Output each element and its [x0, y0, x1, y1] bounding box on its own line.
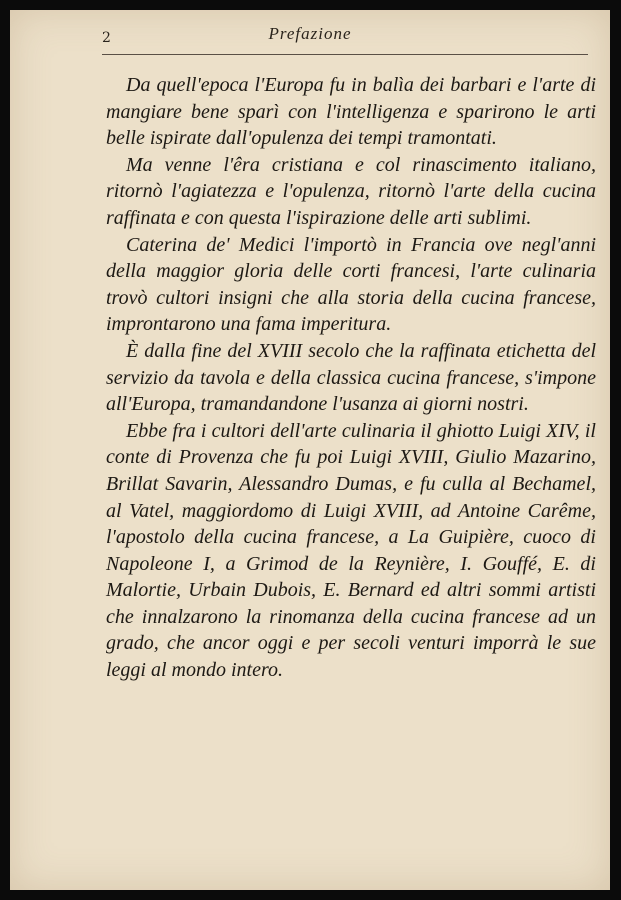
paragraph: È dalla fine del XVIII secolo che la raffinata etichetta del servizio da tavola e della classica cucina francese, s'impone all'Europa, tramandandone l'usanza ai giorni nostri. [106, 339, 596, 416]
page-number: 2 [102, 30, 111, 46]
paragraph: Ebbe fra i cultori dell'arte culinaria il ghiotto Luigi XIV, il conte di Provenza che fu poi Luigi XVIII, Giulio Mazarino, Brillat Savarin, Alessandro Dumas, e fu culla al Bechamel, al Vatel, maggiordomo di Luigi XVIII, ad Antoine Carême, l'apostolo della cucina francese, a La Guipière, cuoco di Napoleone I, a Grimod de la Reynière, I. Gouffé, E. di Malortie, Urbain Dubois, E. Bernard ed altri sommi artisti che innalzarono la rinomanza della cucina francese ad un grado, che ancor oggi e per secoli venturi imporrà le sue leggi al mondo intero. [106, 419, 596, 682]
paragraph: Da quell'epoca l'Europa fu in balìa dei barbari e l'arte di mangiare bene sparì con l'intelligenza e sparirono le arti belle ispirate dall'opulenza dei tempi tramontati. [106, 74, 596, 150]
body-text [106, 72, 596, 684]
paragraph: Caterina de' Medici l'importò in Francia ove negl'anni della maggior gloria delle corti francesi, l'arte culinaria trovò cultori insigni che alla storia della cucina francese, improntarono una fama imperitura. [106, 233, 596, 336]
paragraph: Ma venne l'êra cristiana e col rinascimento italiano, ritornò l'agiatezza e l'opulenza, ritornò l'arte della cucina raffinata e con questa l'ispirazione delle arti sublimi. [106, 153, 596, 229]
header-rule [102, 54, 588, 55]
running-head [10, 24, 610, 50]
running-title: Prefazione [268, 24, 352, 43]
book-page [10, 10, 610, 890]
